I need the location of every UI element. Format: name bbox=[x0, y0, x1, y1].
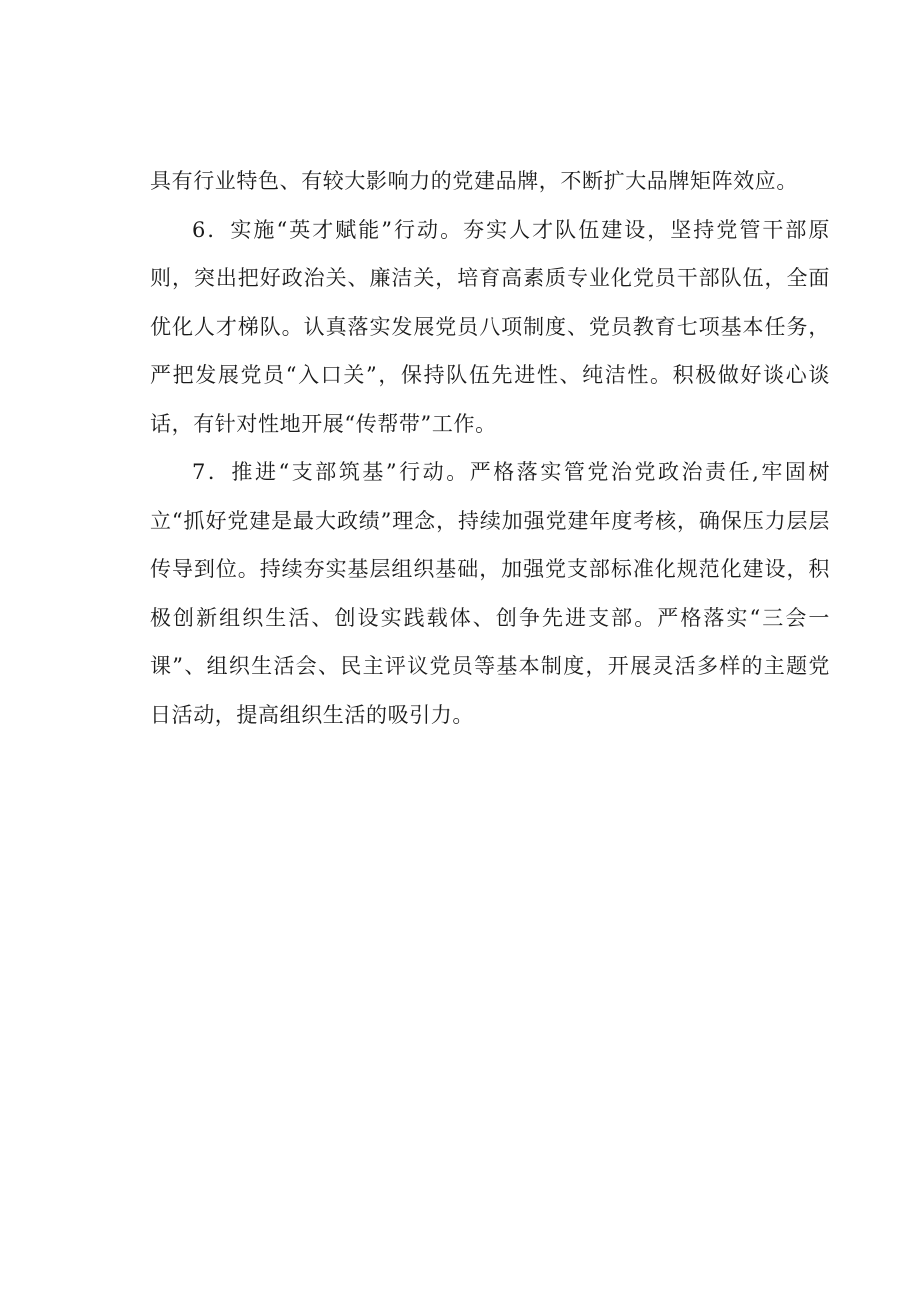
document-body bbox=[150, 157, 830, 739]
paragraph-item-6: 6．实施“英才赋能”行动。夯实人才队伍建设，坚持党管干部原则，突出把好政治关、廉洁关，培育高素质专业化党员干部队伍，全面优化人才梯队。认真落实发展党员八项制度、党员教育七项基本任务，严把发展党员“入口关”，保持队伍先进性、纯洁性。积极做好谈心谈话，有针对性地开展“传帮带”工作。 bbox=[150, 217, 830, 436]
paragraph-item-7: 7．推进“支部筑基”行动。严格落实管党治党政治责任,牢固树立“抓好党建是最大政绩”理念，持续加强党建年度考核，确保压力层层传导到位。持续夯实基层组织基础，加强党支部标准化规范化建设，积极创新组织生活、创设实践载体、创争先进支部。严格落实“三会一课”、组织生活会、民主评议党员等基本制度，开展灵活多样的主题党日活动，提高组织生活的吸引力。 bbox=[150, 460, 830, 727]
paragraph-continuation: 具有行业特色、有较大影响力的党建品牌，不断扩大品牌矩阵效应。 bbox=[150, 169, 798, 193]
